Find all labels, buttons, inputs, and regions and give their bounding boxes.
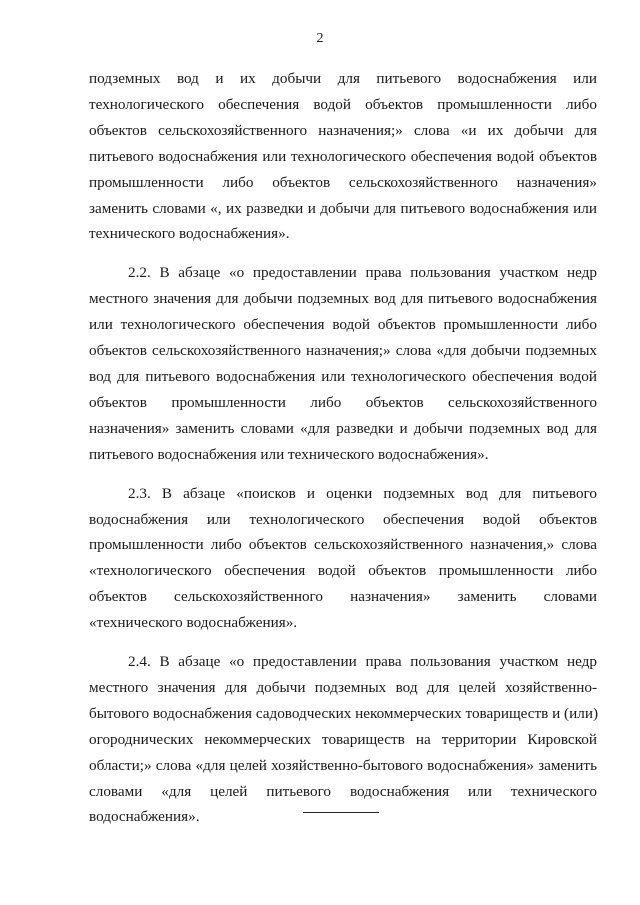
text-line: питьевого водоснабжения или технологического обеспечения водой объектов <box>89 147 597 165</box>
text-line: области;» слова «для целей хозяйственно-бытового водоснабжения» заменить <box>89 756 597 774</box>
text-line: заменить словами «, их разведки и добычи для питьевого водоснабжения или <box>89 199 597 217</box>
text-line: водоснабжения или технологического обеспечения водой объектов <box>89 510 597 528</box>
paragraph-gap <box>89 468 597 481</box>
text-line: или технологического обеспечения водой объектов промышленности либо <box>89 316 597 334</box>
text-line: подземных вод и их добычи для питьевого водоснабжения или <box>89 70 597 87</box>
text-line: «технического водоснабжения». <box>89 614 298 632</box>
paragraph-2-3 <box>89 481 597 636</box>
paragraph-2-4 <box>89 649 597 830</box>
paragraph-2-2 <box>89 260 597 467</box>
document-body <box>89 66 597 830</box>
page-number: 2 <box>316 31 324 46</box>
text-line: словами «для целей питьевого водоснабжения или технического <box>89 782 597 800</box>
paragraph-continuation <box>89 66 597 247</box>
text-line: 2.3. В абзаце «поисков и оценки подземных вод для питьевого <box>128 484 597 502</box>
text-line: водоснабжения». <box>89 808 200 826</box>
text-line: объектов сельскохозяйственного назначения;» слова «для добычи подземных <box>89 342 597 360</box>
text-line: бытового водоснабжения садоводческих некоммерческих товариществ и (или) <box>89 704 599 722</box>
text-line: питьевого водоснабжения или технического водоснабжения». <box>89 445 489 463</box>
text-line: технологического обеспечения водой объектов промышленности либо <box>89 95 597 113</box>
text-line: «технологического обеспечения водой объектов промышленности либо <box>89 562 597 580</box>
text-line: огороднических некоммерческих товариществ на территории Кировской <box>89 730 597 748</box>
end-separator-line <box>303 812 379 813</box>
text-line: объектов промышленности либо объектов сельскохозяйственного <box>89 393 597 411</box>
text-line: 2.4. В абзаце «о предоставлении права пользования участком недр <box>128 653 597 671</box>
text-line: назначения» заменить словами «для разведки и добычи подземных вод для <box>89 419 597 437</box>
text-line: местного значения для добычи подземных вод для целей хозяйственно- <box>89 678 597 696</box>
text-line: объектов сельскохозяйственного назначения;» слова «и их добычи для <box>89 121 597 139</box>
text-line: объектов сельскохозяйственного назначения» заменить словами <box>89 588 597 606</box>
text-line: промышленности либо объектов сельскохозяйственного назначения,» слова <box>89 536 597 554</box>
paragraph-gap <box>89 247 597 260</box>
text-line: местного значения для добычи подземных вод для питьевого водоснабжения <box>89 290 597 308</box>
paragraph-gap <box>89 636 597 649</box>
text-line: технического водоснабжения». <box>89 225 290 243</box>
text-line: промышленности либо объектов сельскохозяйственного назначения» <box>89 173 597 191</box>
text-line: вод для питьевого водоснабжения или технологического обеспечения водой <box>89 367 597 385</box>
text-line: 2.2. В абзаце «о предоставлении права пользования участком недр <box>128 264 597 282</box>
